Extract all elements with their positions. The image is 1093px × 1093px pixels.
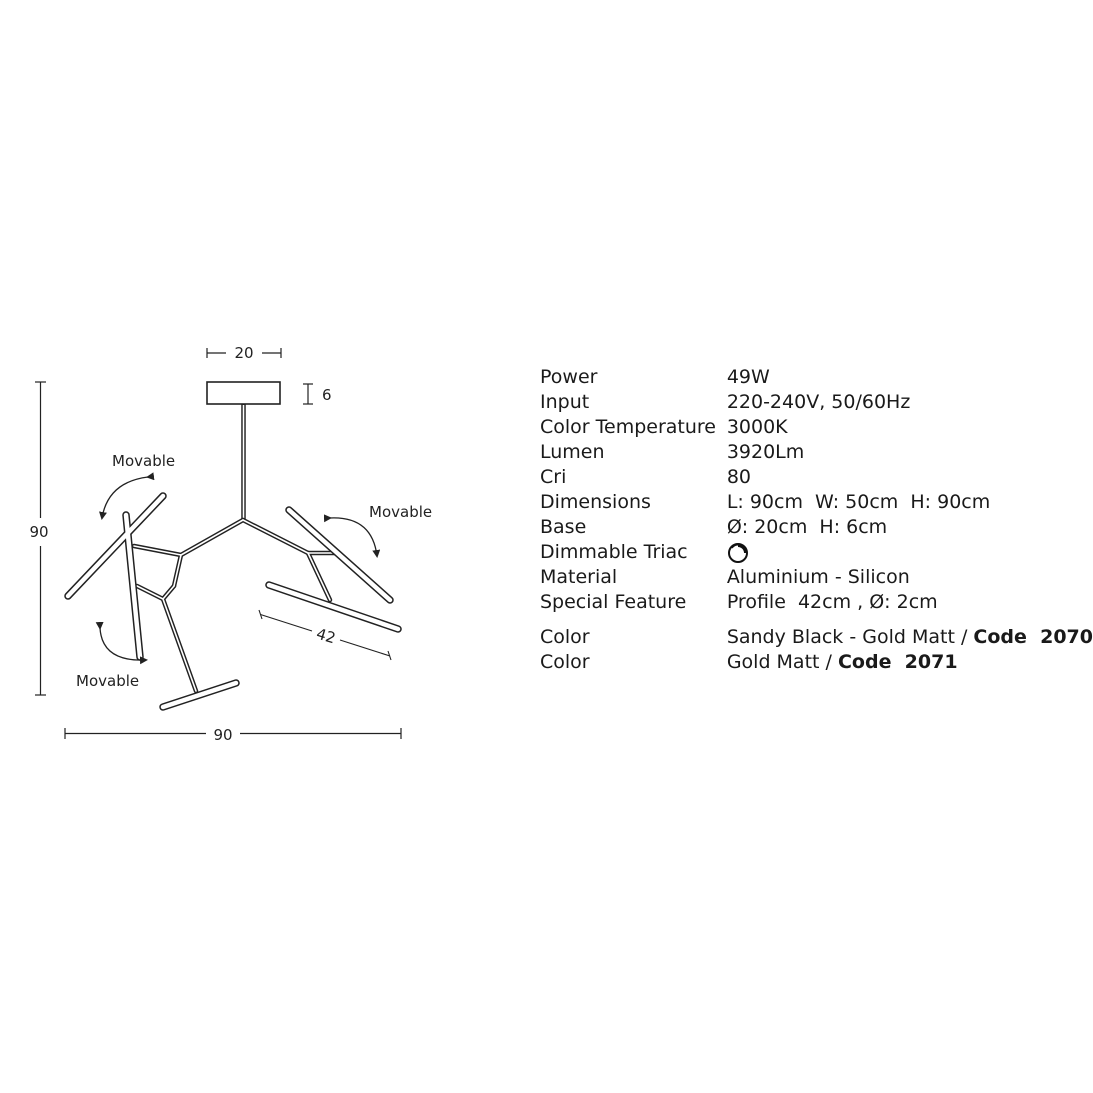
spec-value: Aluminium - Silicon	[726, 566, 910, 588]
spec-row-color-temperature	[540, 415, 1093, 440]
spec-value	[727, 540, 1093, 565]
movable-label-top-left: Movable	[112, 452, 176, 470]
spec-label: Base	[540, 516, 587, 538]
spec-row-power	[540, 365, 1093, 390]
spec-label: Lumen	[540, 441, 605, 463]
spec-label: Color Temperature	[540, 416, 717, 438]
color-value	[727, 650, 1093, 675]
spec-value: 49W	[726, 366, 770, 388]
movable-label-bottom-left: Movable	[76, 672, 140, 690]
spec-row-base	[540, 515, 1093, 540]
base-width-label: 20	[234, 344, 254, 362]
spec-label: Input	[540, 391, 590, 413]
color-code: Code 2071	[837, 651, 958, 673]
movable-label-right: Movable	[369, 503, 433, 521]
dimmable-icon	[727, 542, 749, 564]
spec-label: Power	[540, 366, 598, 388]
color-code: Code 2070	[973, 626, 1093, 648]
spec-row-lumen	[540, 440, 1093, 465]
spec-value: 3000K	[726, 416, 788, 438]
color-name: Sandy Black - Gold Matt /	[726, 626, 974, 648]
color-row-2071	[540, 650, 1093, 675]
total-width-dimension	[65, 728, 401, 739]
spec-row-material	[540, 565, 1093, 590]
color-label: Color	[540, 651, 590, 673]
spec-value: L: 90cm W: 50cm H: 90cm	[726, 491, 991, 513]
base-height-dimension	[303, 384, 313, 404]
spec-row-special-feature	[540, 590, 1093, 615]
spec-row-dimensions	[540, 490, 1093, 515]
total-width-label: 90	[213, 726, 233, 744]
color-row-2070	[540, 625, 1093, 650]
spec-label: Dimmable Triac	[540, 541, 688, 563]
tube-length-label: 42	[314, 624, 338, 648]
spec-row-input	[540, 390, 1093, 415]
spec-table	[540, 365, 1093, 675]
spec-row-cri	[540, 465, 1093, 490]
spec-value: 80	[726, 466, 751, 488]
spec-label: Dimensions	[540, 491, 651, 513]
base-height-label: 6	[322, 386, 332, 404]
spec-value: 220-240V, 50/60Hz	[726, 391, 911, 413]
color-label: Color	[540, 626, 590, 648]
total-height-label: 90	[29, 523, 49, 541]
lamp-arms	[134, 520, 334, 691]
spec-label: Special Feature	[540, 591, 687, 613]
spec-label: Cri	[540, 466, 567, 488]
spec-value: 3920Lm	[726, 441, 805, 463]
color-name: Gold Matt /	[726, 651, 838, 673]
spec-row-dimmable	[540, 540, 1093, 565]
spec-label: Material	[540, 566, 618, 588]
spec-value: Ø: 20cm H: 6cm	[726, 516, 888, 538]
color-value	[727, 625, 1093, 650]
ceiling-canopy	[207, 382, 280, 404]
spec-value: Profile 42cm , Ø: 2cm	[726, 591, 938, 613]
